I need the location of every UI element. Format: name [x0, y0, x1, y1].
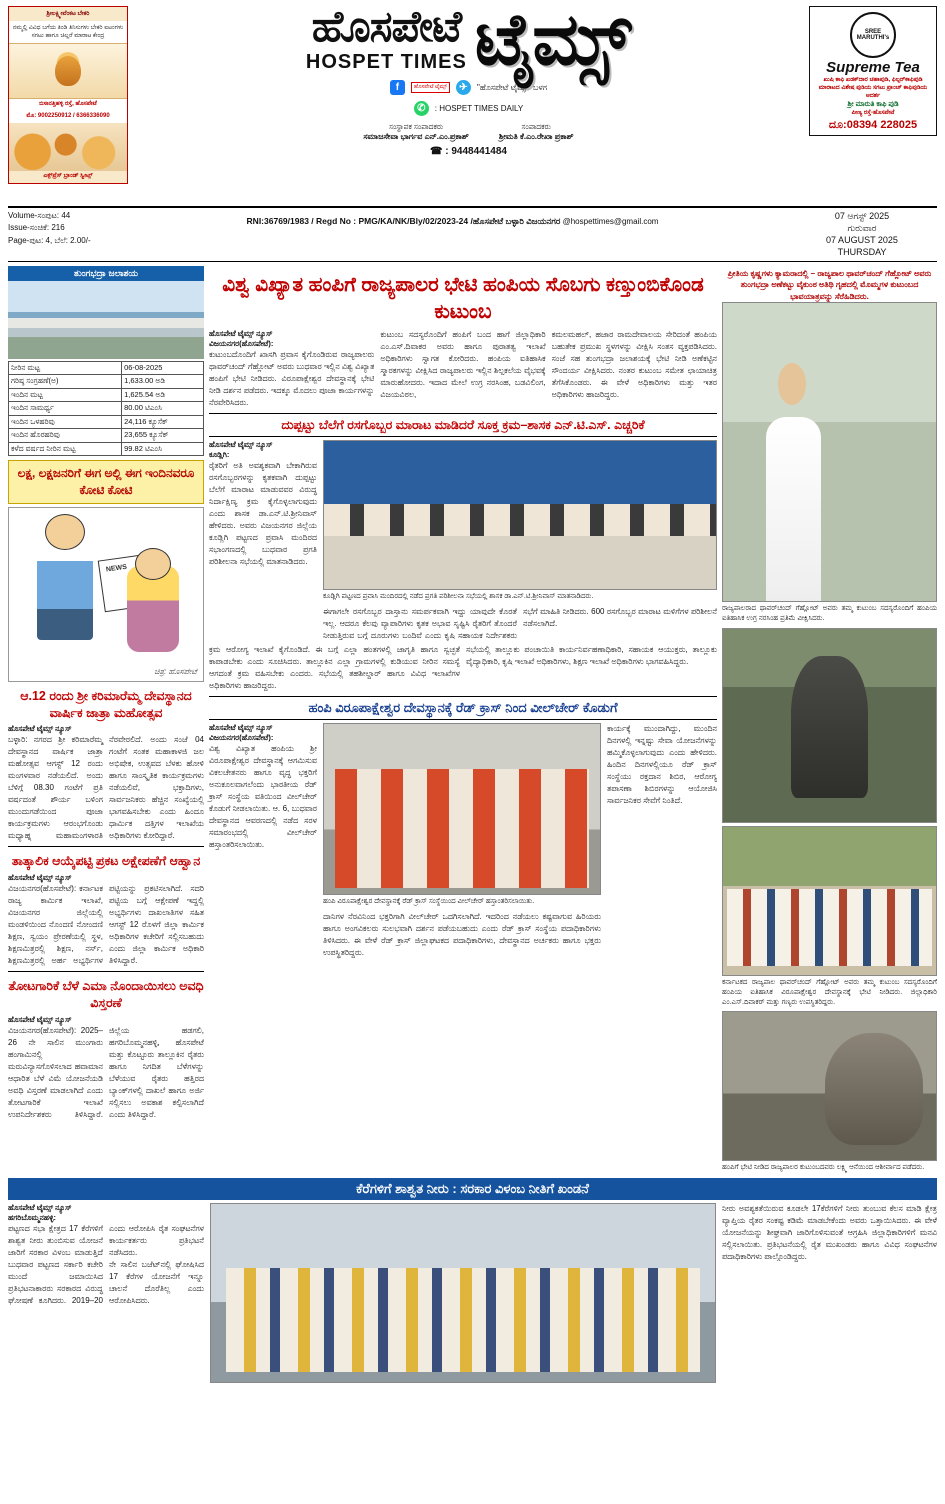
bakery-ad-lines: ನಮ್ಮಲ್ಲಿ ವಿವಿಧ ಬಗೆಯ ತಿಂಡಿ ತಿನಿಸುಗಳು ಬೇಕರಿ ಐಟಂಗಳು ಸಗಟು ಹಾಗೂ ಚಿಲ್ಲರೆ ಮಾರಾಟ ಕೇಂದ್ರ [9, 21, 127, 43]
cartoon-head-two [135, 548, 171, 580]
date-kannada: 07 ಆಗಸ್ಟ್ 2025 [834, 211, 890, 221]
facebook-icon[interactable]: f [390, 80, 405, 95]
bakery-ad-address: ಬಿಸಾನತ್ತಿಹಳ್ಳಿ ರಸ್ತೆ, ಹೊಸಪೇಟೆ [39, 101, 97, 108]
redcross-dateline: ವಿಜಯನಗರ(ಹೊಸಪೇಟೆ): [209, 733, 274, 743]
bottom-body-col2: ಬುಧವಾರ ಪಟ್ಟಣದ ಸರ್ಕಾರಿ ಕಚೇರಿ ಮುಂದೆ ಜಮಾಯಿಸಿದ ಪ್ರತಿಭಟನಾಕಾರರು ಸರಕಾರದ ವಿರುದ್ಧ ಘೋಷಣೆ ಕೂಗಿದರು. 2019–20 ನೇ ಸಾಲಿನ ಬಜೆಟ್‌ನಲ್ಲಿ ಘೋಷಿಸಿದ 17 ಕೆರೆಗಳ ಯೋಜನೆಗೆ ಇನ್ನೂ ಚಾಲನೆ ದೊರೆತಿಲ್ಲ ಎಂದು ಆರೋಪಿಸಿದರು. [8, 1260, 204, 1306]
bakery-ad-sweets-photo [9, 123, 127, 171]
water-metric-value: 24,116 ಕ್ಯೂಸೆಕ್ [122, 415, 204, 429]
bottom-body-col3: ನೀರು ಅವಶ್ಯಕತೆಯಿರುವ ಕೂಡಲೇ 17ಕೆರೆಗಳಿಗೆ ನೀರು ತುಂಬುವ ಕೆಲಸ ಮಾಡಿ ಕ್ಷೇತ್ರ ವ್ಯಾಪ್ತಿಯ ರೈತರ ಸಂಕಷ್ಟ ಕಡಿಮೆ ಮಾಡಬೇಕೆಂದು ಅವರು ಒತ್ತಾಯಿಸಿದರು. ಈ ವೇಳೆ ಯೋಜನೆಯನ್ನು ಶೀಘ್ರವಾಗಿ ಜಾರಿಗೊಳಿಸುವಂತೆ ಆಗ್ರಹಿಸಿ ಜಿಲ್ಲಾಧಿಕಾರಿಗಳಿಗೆ ಮನವಿ ಸಲ್ಲಿಸಲಾಯಿತು. ಪ್ರತಿಭಟನೆಯಲ್ಲಿ ರೈತ ಮುಖಂಡರು ಹಾಗೂ ವಿವಿಧ ಸಂಘಟನೆಗಳ ಪದಾಧಿಕಾರಿಗಳು ಪಾಲ್ಗೊಂಡಿದ್ದರು. [722, 1204, 937, 1262]
middle-column [209, 266, 717, 1174]
water-metric-value: 1,625.54 ಅಡಿ [122, 388, 204, 402]
editorial-cartoon [8, 507, 204, 682]
tea-ad-text: ಖುಷಿ ಕಾಫಿ ಖಡಕ್‌ದಾರ ಚಹಾಪುಡಿ, ಫಿಲ್ಟರ್‌ಕಾಫಿಪುಡಿ ಮಾರಾಟದ ವಿಶೇಷ ಪುಡಿಯ ಸಗಟು ಪ್ರಾಂಚ್ ಕಾಫಿಪುಡಿಯ ಆದರ್ಶ [818, 77, 928, 99]
elephant-blessing-photo [722, 1011, 937, 1161]
story-body-crop-insurance: ವಿಜಯನಗರ(ಹೊಸಪೇಟೆ): 2025–26 ನೇ ಸಾಲಿನ ಮುಂಗಾರು ಹಂಗಾಮಿನಲ್ಲಿ ಮರುವಿನ್ಯಾಸಗೊಳಿಸಲಾದ ಹವಾಮಾನ ಆಧಾರಿತ ಬೆಳೆ ವಿಮೆ ಯೋಜನೆಯಡಿ ಅವಧಿ ವಿಸ್ತರಣೆ ಮಾಡಲಾಗಿದೆ ಎಂದು ತೋಟಗಾರಿಕೆ ಇಲಾಖೆ ಉಪನಿರ್ದೇಶಕರು ತಿಳಿಸಿದ್ದಾರೆ. ಜಿಲ್ಲೆಯ ಹಡಗಲಿ, ಹಗರಿಬೊಮ್ಮನಹಳ್ಳಿ, ಹೊಸಪೇಟೆ ಮತ್ತು ಕೊಟ್ಟೂರು ತಾಲ್ಲೂಕಿನ ರೈತರು ಹಾಗೂ ನಿಗದಿತ ಬೆಳೆಗಳನ್ನು ಬೆಳೆಯುವ ರೈತರು ಹತ್ತಿರದ ಬ್ಯಾಂಕ್‌ಗಳಲ್ಲಿ ದಾಖಲೆ ಹಾಗೂ ಅರ್ಜಿ ಸಲ್ಲಿಸಲು ಅವಕಾಶ ಕಲ್ಪಿಸಲಾಗಿದೆ ಎಂದು ತಿಳಿಸಿದ್ದಾರೆ. [8, 1026, 204, 1120]
redcross-body-col1: ವಿಶ್ವ ವಿಖ್ಯಾತ ಹಂಪಿಯ ಶ್ರೀ ವಿರೂಪಾಕ್ಷೇಶ್ವರ ದೇವಸ್ಥಾನಕ್ಕೆ ಆಗಮಿಸುವ ವಿಕಲಚೇತನರು ಹಾಗೂ ವೃದ್ಧ ಭಕ್ತರಿಗೆ ಅನುಕೂಲವಾಗಲೆಂದು ಭಾರತೀಯ ರೆಡ್ ಕ್ರಾಸ್ ಸಂಸ್ಥೆಯ ವತಿಯಿಂದ ವೀಲ್‌ಚೇರ್ ಕೊಡುಗೆ ನೀಡಲಾಯಿತು. ಆ. 6, ಬುಧವಾರ ದೇವಸ್ಥಾನದ ಆವರಣದಲ್ಲಿ ನಡೆದ ಸರಳ ಸಮಾರಂಭದಲ್ಲಿ ವೀಲ್‌ಚೇರ್ ಹಸ್ತಾಂತರಿಸಲಾಯಿತು. [209, 744, 317, 850]
story-headline-temple-fair: ಆ.12 ರಂದು ಶ್ರೀ ಕರಿಮಾರೆಮ್ಮ ದೇವಸ್ಥಾನದ ವಾರ್ಷಿಕ ಜಾತ್ರಾ ಮಹೋತ್ಸವ [20, 688, 192, 720]
day-kannada: ಗುರುವಾರ [847, 223, 877, 234]
whatsapp-icon[interactable]: ✆ [414, 101, 429, 116]
paper-title-kannada: ಹೊಸಪೇಟೆ [311, 3, 462, 51]
editor-label: ಸಂಪಾದಕರು [521, 122, 551, 131]
dam-photo [8, 281, 204, 359]
day-english: THURSDAY [837, 247, 887, 258]
water-metric-value: 1,633.00 ಅಡಿ [122, 375, 204, 389]
cartoon-signature: ಚಿತ್ರ: ಹೊಸಪೇಟೆ [154, 666, 197, 676]
tea-ad-address: ಪೀಣ್ಯ ರಸ್ತೆ-ಹೊಸಪೇಟೆ [851, 110, 895, 117]
volume-info: Volume-ಸಂಪುಟ: 44 [8, 211, 71, 220]
bakery-ad-title: ಶ್ರೀಲಕ್ಷ್ಮೀವೆಂಕಟ ಬೇಕರಿ [9, 7, 127, 21]
divider-left-2 [8, 971, 204, 972]
bakery-ad-tagline: ಎಕ್ಸ್‌ಪ್ರೆಸ್ ಬ್ರಾಂಡ್ ಸ್ವೀಟ್ಸ್ [9, 171, 127, 183]
telegram-label: "ಹೊಸಪೇಟೆ ಟೈಮ್ಸ್" ಬಳಗ [476, 82, 548, 92]
lead-story-headline: ವಿಶ್ವ ವಿಖ್ಯಾತ ಹಂಪಿಗೆ ರಾಜ್ಯಪಾಲರ ಭೇಟಿ ಹಂಪಿಯ ಸೊಬಗು ಕಣ್ತುಂಬಿಕೊಂಡ ಕುಟುಂಬ [222, 273, 704, 323]
masthead-phone: ☎ : 9448441484 [430, 146, 507, 157]
water-metric-value: 23,655 ಕ್ಯೂಸೆಕ್ [122, 429, 204, 443]
table-row [9, 361, 204, 375]
issue-info: Issue-ಸಂಚಿಕೆ: 216 [8, 223, 65, 233]
left-column [8, 266, 204, 1174]
telegram-icon[interactable]: ✈ [456, 80, 471, 95]
redcross-byline: ಹೊಸಪೇಟೆ ಟೈಮ್ಸ್ ನ್ಯೂಸ್ [209, 723, 273, 733]
masthead [8, 0, 937, 206]
divider-left-1 [8, 846, 204, 847]
bottom-story-headline: ಕೆರೆಗಳಿಗೆ ಶಾಶ್ವತ ನೀರು : ಸರಕಾರ ವಿಳಂಬ ನೀತಿಗೆ ಖಂಡನೆ [8, 1178, 937, 1200]
email-address[interactable]: @hospettimes@gmail.com [562, 217, 659, 226]
water-metric-label: ಇಂದಿನ ಹೊರಹರಿವು [9, 429, 122, 443]
table-row [9, 442, 204, 456]
water-metric-label: ಇಂದಿನ ಒಳಹರಿವು [9, 415, 122, 429]
dam-section-header: ತುಂಗಭದ್ರಾ ಜಲಾಶಯ [8, 266, 204, 281]
story-body-temple-fair: ಬಳ್ಳಾರಿ: ನಗರದ ಶ್ರೀ ಕರಿಮಾರೆಮ್ಮ ದೇವಸ್ಥಾನದ ವಾರ್ಷಿಕ ಜಾತ್ರಾ ಮಹೋತ್ಸವ ಆಗಸ್ಟ್ 12 ರಂದು ಮಂಗಳವಾರ ನಡೆಯಲಿದೆ. ಅಂದು ಬೆಳಿಗ್ಗೆ 08.30 ಗಂಟೆಗೆ ಪ್ರತಿ ವರ್ಷದಂತೆ ಶೌರ್ಯ ಬಳಿಂಗ ಮುಂದುಗಡೆಯಿಂದ ಪೂಜಾ ಕಾರ್ಯಕ್ರಮಗಳು ಆರಂಭಗೊಂಡು ಮಧ್ಯಾಹ್ನ ಮಹಾಮಂಗಳಾರತಿ ನೆರವೇರಲಿದೆ. ಅಂದು ಸಂಜೆ 04 ಗಂಟೆಗೆ ಸಂತಕ ಮಹಾಕಾಳಜಿ ಜಲ ಅಭಿಷೇಕ, ಉತ್ಸವದ ಬೆಳಕು ಹೋಳಿ ಹಾಗೂ ಸಾಂಸ್ಕೃತಿಕ ಕಾರ್ಯಕ್ರಮಗಳು ನಡೆಯಲಿವೆ, ಭಕ್ತಾದಿಗಳು, ಸಾರ್ವಜನಿಕರು ಹೆಚ್ಚಿನ ಸಂಖ್ಯೆಯಲ್ಲಿ ಭಾಗವಹಿಸಬೇಕು ಎಂದು ಹಿಂದೂ ಧಾರ್ಮಿಕ ದತ್ತಿಗಳ ಇಲಾಖೆಯ ಅಧಿಕಾರಿಗಳು ಕೋರಿದ್ದಾರೆ. [8, 735, 204, 841]
fertilizer-photo-caption: ಕೂಡ್ಲಿಗಿ ಪಟ್ಟಣದ ಪ್ರವಾಸಿ ಮಂದಿರದಲ್ಲಿ ನಡೆದ ಪ್ರಗತಿ ಪರಿಶೀಲನಾ ಸಭೆಯಲ್ಲಿ ಶಾಸಕ ಡಾ.ಎನ್.ಟಿ.ಶ್ರೀನಿವಾಸ್ ಮಾತನಾಡಿದರು. [323, 593, 594, 601]
elephant-photo-caption: ಹಂಪಿಗೆ ಭೇಟಿ ನೀಡಿದ ರಾಜ್ಯಪಾಲರ ಕುಟುಂಬದವರು ಲಕ್ಷ್ಮಿ ಆನೆಯಿಂದ ಆಶೀರ್ವಾದ ಪಡೆದರು. [722, 1164, 925, 1172]
rni-registration-info: RNI:36769/1983 / Regd No : PMG/KA/NK/Bly/02/2023-24 /ಹೊಸಪೇಟೆ ಬಳ್ಳಾರಿ ವಿಜಯನಗರ [246, 216, 561, 226]
governor-camera-caption: ಪ್ರೀತಿಯ ಕೃಷ್ಣಗಳು ಕ್ಯಾಮರಾದಲ್ಲಿ – ರಾಜ್ಯಪಾಲ ಥಾವರ್‌ಚಂದ್ ಗೆಹ್ಲೋಟ್ ಅವರು ತುಂಗಭದ್ರಾ ಅಣೆಕಟ್ಟು ವೈಕುಂಠ ಅತಿಥಿ ಗೃಹದಲ್ಲಿ ಮೊಮ್ಮಗಳ ಕುಟುಂಬದ ಭಾವಯಾತ್ರವನ್ನು ಸೆರೆಹಿಡಿದರು. [727, 268, 932, 301]
lead-byline: ಹೊಸಪೇಟೆ ಟೈಮ್ಸ್ ನ್ಯೂಸ್ [209, 328, 273, 338]
bakery-ad-deity-image [9, 43, 127, 99]
narasimha-statue-photo [722, 628, 937, 823]
temple-visit-caption: ಕರ್ನಾಟಕದ ರಾಜ್ಯಪಾಲ ಥಾವರ್‌ಚಂದ್ ಗೆಹ್ಲೋಟ್ ಅವರು ತಮ್ಮ ಕುಟುಂಬ ಸದಸ್ಯರೊಂದಿಗೆ ಹಂಪಿಯ ಐತಿಹಾಸಿಕ ವಿರೂಪಾಕ್ಷೇಶ್ವರ ದೇವಸ್ಥಾನಕ್ಕೆ ಭೇಟಿ ನೀಡಿದರು. ಜಿಲ್ಲಾಧಿಕಾರಿ ಎಂ.ಎಸ್.ದಿವಾಕರ್ ಮತ್ತು ಗಣ್ಯರು ಉಪಸ್ಥಿತರಿದ್ದರು. [722, 978, 937, 1006]
byline-crop-insurance: ಹೊಸಪೇಟೆ ಟೈಮ್ಸ್ ನ್ಯೂಸ್ [8, 1015, 72, 1025]
governor-family-group-photo [722, 826, 937, 976]
redcross-photo-caption: ಹಂಪಿ ವಿರೂಪಾಕ್ಷೇಶ್ವರ ದೇವಸ್ಥಾನಕ್ಕೆ ರೆಡ್ ಕ್ರಾಸ್ ಸಂಸ್ಥೆಯಿಂದ ವೀಲ್‌ಚೇರ್ ಹಸ್ತಾಂತರಿಸಲಾಯಿತು. [323, 898, 535, 906]
water-metric-value: 80.00 ಟಿಎಂಸಿ [122, 402, 204, 416]
bakery-advertisement [8, 6, 128, 184]
byline-temple-fair: ಹೊಸಪೇಟೆ ಟೈಮ್ಸ್ ನ್ಯೂಸ್ [8, 724, 72, 734]
story-headline-crop-insurance: ತೋಟಗಾರಿಕೆ ಬೆಳೆ ಎಮಾ ನೊಂದಾಯಿಸಲು ಅವಧಿ ವಿಸ್ತರಣೆ [8, 979, 204, 1011]
founder-editor-name: ಸಮಾಜಸೇವಾ ಭಾರ್ಗವ ಎನ್.ಎಂ.ಪ್ರಕಾಶ್ [363, 132, 469, 141]
pages-price-info: Page-ಪುಟ: 4, ಬೆಲೆ: 2.00/- [8, 235, 91, 245]
lead-body-col2: ಕುಟುಂಬ ಸದಸ್ಯರೊಂದಿಗೆ ಹಂಪಿಗೆ ಬಂದ ಹಾಗೆ ಜಿಲ್ಲಾಧಿಕಾರಿ ಎಂ.ಎಸ್.ದಿವಾಕರ ಅವರು ಹಾಗೂ ಪುರಾತತ್ವ ಇಲಾಖೆ ಅಧಿಕಾರಿಗಳು ಸ್ವಾಗತ ಕೋರಿದರು. ಹಂಪಿಯ ಐತಿಹಾಸಿಕ ಸ್ಮಾರಕಗಳನ್ನು ವೀಕ್ಷಿಸಿದ ರಾಜ್ಯಪಾಲರು ಇಲ್ಲಿನ ಶಿಲ್ಪಕಲೆಯ ವೈಭವಕ್ಕೆ ಮಾರುಹೋದರು. ಇದಾದ ಮೇಲೆ ಉಗ್ರ ನರಸಿಂಹ, ಬಡವಿಲಿಂಗ, ವಿಜಯವಿಠಲ, [380, 329, 546, 399]
tea-ad-subbrand: ಶ್ರೀ ಮಾರುತಿ ಕಾಫಿ ಪುಡಿ [847, 101, 899, 109]
redcross-body-col3: ಕಾರ್ಯಕ್ಕೆ ಮುಂದಾಗಿದ್ದು, ಮುಂದಿನ ದಿನಗಳಲ್ಲಿ ಇನ್ನಷ್ಟು ಸೇವಾ ಯೋಜನೆಗಳನ್ನು ಹಮ್ಮಿಕೊಳ್ಳಲಾಗುವುದು ಎಂದು ಹೇಳಿದರು. ಹಿಂದಿನ ದಿನಗಳಲ್ಲಿಯೂ ರೆಡ್ ಕ್ರಾಸ್ ಸಂಸ್ಥೆಯು ರಕ್ತದಾನ ಶಿಬಿರ, ಆರೋಗ್ಯ ತಪಾಸಣಾ ಶಿಬಿರಗಳನ್ನು ಆಯೋಜಿಸಿ ಸಾರ್ವಜನಿಕರ ಸೇವೆಗೆ ನಿಂತಿದೆ. [607, 724, 717, 806]
fertilizer-body-col4: ಸಭೆಯಲ್ಲಿ ತಾಲ್ಲೂಕು ಪಂಚಾಯಿತಿ ಕಾರ್ಯನಿರ್ವಹಣಾಧಿಕಾರಿ, ಸಹಾಯಕ ಆಯುಕ್ತರು, ತಾಲ್ಲೂಕು ವೈದ್ಯಾಧಿಕಾರಿ, ಕೃಷಿ ಇಲಾಖೆ ಅಧಿಕಾರಿಗಳು, ಶಿಕ್ಷಣ ಇಲಾಖೆ ಅಧಿಕಾರಿಗಳು ಭಾಗವಹಿಸಿದ್ದರು. [466, 644, 717, 666]
editor [499, 122, 574, 142]
tea-ad-phone: ದೂ:08394 228025 [828, 119, 918, 132]
tea-brand-badge: SREE MARUTHI's [850, 12, 896, 58]
founder-editor [363, 122, 468, 142]
fertilizer-dateline: ಕೂಡ್ಲಿಗಿ: [209, 450, 230, 460]
bakery-ad-phones: ಮೊ: 9002250912 / 6366336090 [26, 113, 110, 120]
governor-photo-caption: ರಾಜ್ಯಪಾಲರಾದ ಥಾವರ್‌ಚಂದ್ ಗೆಹ್ಲೋಟ್ ಅವರು ತಮ್ಮ ಕುಟುಂಬ ಸದಸ್ಯರೊಂದಿಗೆ ಹಂಪಿಯ ಐತಿಹಾಸಿಕ ಉಗ್ರ ನರಸಿಂಹ ಪ್ರತಿಮೆ ವೀಕ್ಷಿಸಿದರು. [722, 605, 937, 623]
table-row [9, 429, 204, 443]
story-headline-fertilizer: ದುಪ್ಪಟ್ಟು ಬೆಲೆಗೆ ರಸಗೊಬ್ಬರ ಮಾರಾಟ ಮಾಡಿದರೆ ಸೂಕ್ತ ಕ್ರಮ–ಶಾಸಕ ಎನ್.ಟಿ.ಎಸ್. ಎಚ್ಚರಿಕೆ [281, 417, 645, 432]
table-row [9, 388, 204, 402]
editor-name: ಶ್ರೀಮತಿ ಕೆ.ಎಂ.ರೇಖಾ ಪ್ರಕಾಶ್ [498, 132, 574, 141]
paper-title-english: HOSPET TIMES [305, 51, 467, 73]
fertilizer-body-col3: ಕ್ರಮ ಆರೋಗ್ಯ ಇಲಾಖೆ ಕೈಗೊಂಡಿದೆ. ಈ ಬಗ್ಗೆ ಎಲ್ಲಾ ಹಂತಗಳಲ್ಲಿ ಜಾಗೃತಿ ಹಾಗೂ ಸ್ವಚ್ಛತೆ ಕಾಪಾಡಬೇಕು ಎಂದು ಸೂಚಿಸಿದರು. ತಾಲ್ಲೂಕಿನ ಎಲ್ಲಾ ಗ್ರಾಮಗಳಲ್ಲಿ ಕುಡಿಯುವ ನೀರಿನ ಸಮಸ್ಯೆ ಆಗದಂತೆ ಕ್ರಮ ವಹಿಸಬೇಕು ಎಂದರು. ಸಭೆಯಲ್ಲಿ ತಹಶೀಲ್ದಾರ್ ಹಾಗೂ ವಿವಿಧ ಇಲಾಖೆಗಳ ಅಧಿಕಾರಿಗಳು ಹಾಜರಿದ್ದರು. [209, 644, 460, 690]
fertilizer-byline: ಹೊಸಪೇಟೆ ಟೈಮ್ಸ್ ನ್ಯೂಸ್ [209, 440, 273, 450]
youtube-label[interactable]: ಹೊಸಪೇಟೆ ಟೈಮ್ಸ್ [411, 82, 450, 92]
redcross-body-col2: ದಾನಿಗಳ ನೆರವಿನಿಂದ ಭಕ್ತರಿಗಾಗಿ ವೀಲ್‌ಚೇರ್ ಒದಗಿಸಲಾಗಿದೆ. ಇದರಿಂದ ನಡೆಯಲು ಕಷ್ಟವಾಗುವ ಹಿರಿಯರು ಹಾಗೂ ಅಂಗವಿಕಲರು ಸುಲಭವಾಗಿ ದರ್ಶನ ಪಡೆಯಬಹುದು ಎಂದು ರೆಡ್ ಕ್ರಾಸ್ ಸಂಸ್ಥೆಯ ಪದಾಧಿಕಾರಿಗಳು ತಿಳಿಸಿದರು. ಈ ವೇಳೆ ರೆಡ್ ಕ್ರಾಸ್ ಜಿಲ್ಲಾಘಟಕದ ಪದಾಧಿಕಾರಿಗಳು, ದೇವಸ್ಥಾನದ ಅರ್ಚಕರು ಹಾಗೂ ಭಕ್ತರು ಉಪಸ್ಥಿತರಿದ್ದರು. [323, 911, 601, 957]
bottom-byline: ಹೊಸಪೇಟೆ ಟೈಮ್ಸ್ ನ್ಯೂಸ್ [8, 1203, 72, 1213]
story-headline-redcross: ಹಂಪಿ ವಿರೂಪಾಕ್ಷೇಶ್ವರ ದೇವಸ್ಥಾನಕ್ಕೆ ರೆಡ್ ಕ್ರಾಸ್ ನಿಂದ ವೀಲ್‌ಚೇರ್ ಕೊಡುಗೆ [308, 699, 618, 715]
table-row [9, 402, 204, 416]
issue-info-bar [8, 206, 937, 262]
water-level-table [8, 361, 204, 457]
classified-advertisement: ಲಕ್ಷ, ಲಕ್ಷಜನರಿಗೆ ಈಗ ಅಲ್ಲಿ ಈಗ ಇಂದಿನವರೂ ಕೋಟಿ ಕೋಟಿ [8, 460, 204, 504]
paper-title-times-kannada: ಟೈಮ್ಸ್ [474, 0, 632, 80]
water-metric-value: 99.82 ಟಿಎಂಸಿ [122, 442, 204, 456]
redcross-headline-banner [209, 696, 717, 721]
water-metric-label: ಇಂದಿನ ಸಾಮರ್ಥ್ಯ [9, 402, 122, 416]
redcross-wheelchair-photo [323, 723, 601, 895]
story-headline-selection-list: ತಾತ್ಕಾಲಿಕ ಆಯ್ಕೆಪಟ್ಟಿ ಪ್ರಕಟ ಅಕ್ಷೇಪಣೆಗೆ ಆಹ್ವಾನ [11, 854, 201, 869]
water-metric-label: ನೀರಿನ ಮಟ್ಟ [9, 361, 122, 375]
fertilizer-body-col2: ಈಗಾಗಲೇ ರಸಗೊಬ್ಬರ ದಾಸ್ತಾನು ಸಮರ್ಪಕವಾಗಿ ಇದ್ದು ಯಾವುದೇ ಕೊರತೆ ಇಲ್ಲ. ಆದರೂ ಕೆಲವು ವ್ಯಾಪಾರಿಗಳು ಕೃತಕ ಅಭಾವ ಸೃಷ್ಟಿಸಿ ರೈತರಿಗೆ ತೊಂದರೆ ನೀಡುತ್ತಿರುವ ಬಗ್ಗೆ ದೂರುಗಳು ಬಂದಿವೆ ಎಂದು ಕೃಷಿ ಸಹಾಯಕ ನಿರ್ದೇಶಕರು ಸಭೆಗೆ ಮಾಹಿತಿ ನೀಡಿದರು. 600 ರಸಗೊಬ್ಬರ ಮಾರಾಟ ಮಳಿಗೆಗಳ ಪರಿಶೀಲನೆ ನಡೆಸಲಾಗಿದೆ. [323, 606, 717, 640]
story-body-selection-list: ವಿಜಯನಗರ(ಹೊಸಪೇಟೆ): ಕರ್ನಾಟಕ ರಾಜ್ಯ ಕಾರ್ಮಿಕ ಇಲಾಖೆ, ವಿಜಯನಗರ ಜಿಲ್ಲೆಯಲ್ಲಿ ಮಂಡಳಿಯಿಂದ ನೊಂದಣಿ ನೋಂದಣಿ ಶಿಕ್ಷಣ, ಸ್ವಯಂ ಪ್ರೇರಣೆಯಲ್ಲಿ ಸ್ಥಳ, ಶಿಕ್ಷಣಮಿತ್ರರಲ್ಲಿ ಶಿಕ್ಷಣ, ನರ್ಸ್, ಶಿಕ್ಷಣಮಿತ್ರರಲ್ಲಿ ಅರ್ಹ ಅಭ್ಯರ್ಥಿಗಳ ಪಟ್ಟಿಯನ್ನು ಪ್ರಕಟಿಸಲಾಗಿದೆ. ಸದರಿ ಪಟ್ಟಿಯ ಬಗ್ಗೆ ಆಕ್ಷೇಪಣೆ ಇದ್ದಲ್ಲಿ ಅಭ್ಯರ್ಥಿಗಳು ದಾಖಲಾತಿಗಳ ಸಹಿತ ಆಗಸ್ಟ್ 12 ರೊಳಗೆ ಜಿಲ್ಲಾ ಕಾರ್ಮಿಕ ಅಧಿಕಾರಿಗಳ ಕಚೇರಿಗೆ ಸಲ್ಲಿಸಬಹುದು ಎಂದು ಜಿಲ್ಲಾ ಕಾರ್ಮಿಕ ಅಧಿಕಾರಿ ತಿಳಿಸಿದ್ದಾರೆ. [8, 884, 204, 966]
lead-body-col3: ಕಮಲಮಹಲ್, ಹಜಾರ ರಾಮದೇವಾಲಯ ಸೇರಿದಂತೆ ಹಂಪಿಯ ಬಹುತೇಕ ಪ್ರಮುಖ ಸ್ಥಳಗಳನ್ನು ವೀಕ್ಷಿಸಿ ಸಂತಸ ವ್ಯಕ್ತಪಡಿಸಿದರು. ಸಂಜೆ ಸಹ ತುಂಗಭದ್ರಾ ಜಲಾಶಯಕ್ಕೆ ಭೇಟಿ ನೀಡಿ ಅಣೆಕಟ್ಟಿನ ಸೌಂದರ್ಯ ವೀಕ್ಷಿಸಿದರು. ನಂತರ ಕುಟುಂಬ ಸಮೇತ ಛಾಯಾಚಿತ್ರ ತೆಗೆಸಿಕೊಂಡರು. ಈ ವೇಳೆ ಅಧಿಕಾರಿಗಳು ಮತ್ತು ಇತರ ಅಧಿಕಾರಿಗಳು ಹಾಜರಿದ್ದರು. [551, 329, 717, 399]
tea-advertisement [809, 6, 937, 136]
masthead-center [134, 0, 803, 157]
date-english: 07 AUGUST 2025 [826, 235, 898, 246]
lead-body-col1: ಕುಟುಂಬದೊಂದಿಗೆ ಖಾಸಗಿ ಪ್ರವಾಸ ಕೈಗೊಂಡಿರುವ ರಾಜ್ಯಪಾಲರು ಥಾವರ್‌ಚಂದ್ ಗೆಹ್ಲೋಟ್ ಅವರು ಬುಧವಾರ ಇಲ್ಲಿನ ವಿಶ್ವ ವಿಖ್ಯಾತ ಹಂಪಿಗೆ ಭೇಟಿ ನೀಡಿದರು. ವಿರೂಪಾಕ್ಷೇಶ್ವರ ದೇವಸ್ಥಾನಕ್ಕೆ ಭೇಟಿ ನೀಡಿ ದರ್ಶನ ಪಡೆದರು. ಇದಕ್ಕೂ ಮೊದಲು ಪೂಜಾ ಕಾರ್ಯಗಳನ್ನು ನೆರವೇರಿಸಿದರು. [209, 349, 375, 407]
water-metric-label: ಕಳೆದ ವರ್ಷದ ನೀರಿನ ಮಟ್ಟ [9, 442, 122, 456]
right-column [722, 266, 937, 1174]
fertilizer-body-col1: ರೈತರಿಗೆ ಅತಿ ಅವಶ್ಯಕವಾಗಿ ಬೇಕಾಗಿರುವ ರಸಗೊಬ್ಬರಗಳನ್ನು ಕೃತಕವಾಗಿ ದುಪ್ಪಟ್ಟು ಬೆಲೆಗೆ ಮಾರಾಟ ಮಾಡುವವರ ವಿರುದ್ಧ ನಿರ್ದಾಕ್ಷಿಣ್ಯ ಕ್ರಮ ಕೈಗೊಳ್ಳಲಾಗುವುದು ಎಂದು ಶಾಸಕ ಡಾ.ಎನ್.ಟಿ.ಶ್ರೀನಿವಾಸ್ ಹೇಳಿದರು. ಅವರು ವಿಜಯನಗರ ಜಿಲ್ಲೆಯ ಕೂಡ್ಲಿಗಿ ಪಟ್ಟಣದ ಪ್ರವಾಸಿ ಮಂದಿರದ ಸಭಾಂಗಣದಲ್ಲಿ ಬುಧವಾರ ಪ್ರಗತಿ ಪರಿಶೀಲನಾ ಸಭೆಯಲ್ಲಿ ಮಾತನಾಡಿದರು. [209, 461, 317, 567]
founder-editor-label: ಸಂಸ್ಥಾಪಕ ಸಂಪಾದಕರು [388, 122, 444, 131]
bottom-dateline: ಹಗರಿಬೊಮ್ಮನಹಳ್ಳಿ: [8, 1213, 56, 1223]
whatsapp-label: : HOSPET TIMES DAILY [434, 104, 524, 113]
governor-photo [722, 302, 937, 602]
fertilizer-meeting-photo [323, 440, 717, 590]
cartoon-head-one [45, 514, 85, 550]
water-metric-label: ಗರಿಷ್ಠ ಸಂಗ್ರಹಣೆ(ಅ) [9, 375, 122, 389]
fertilizer-headline-banner [209, 413, 717, 438]
page-body [8, 266, 937, 1174]
water-metric-value: 06-08-2025 [122, 361, 204, 375]
tea-brand-name: Supreme Tea [826, 59, 920, 76]
water-metric-label: ಇಂದಿನ ಮಟ್ಟ [9, 388, 122, 402]
bottom-body-col1: ಪಟ್ಟಣದ ಸಭಾ ಕ್ಷೇತ್ರದ 17 ಕೆರೆಗಳಿಗೆ ಶಾಶ್ವತ ನೀರು ತುಂಬಿಸುವ ಯೋಜನೆ ಜಾರಿಗೆ ಸರಕಾರ ವಿಳಂಬ ಮಾಡುತ್ತಿದೆ ಎಂದು ಆರೋಪಿಸಿ ರೈತ ಸಂಘಟನೆಗಳ ಕಾರ್ಯಕರ್ತರು ಪ್ರತಿಭಟನೆ ನಡೆಸಿದರು. [8, 1224, 204, 1258]
lead-dateline: ವಿಜಯನಗರ(ಹೊಸಪೇಟೆ): [209, 338, 274, 348]
table-row [9, 375, 204, 389]
table-row [9, 415, 204, 429]
byline-selection-list: ಹೊಸಪೇಟೆ ಟೈಮ್ಸ್ ನ್ಯೂಸ್ [8, 873, 72, 883]
protest-meeting-photo [210, 1203, 716, 1383]
